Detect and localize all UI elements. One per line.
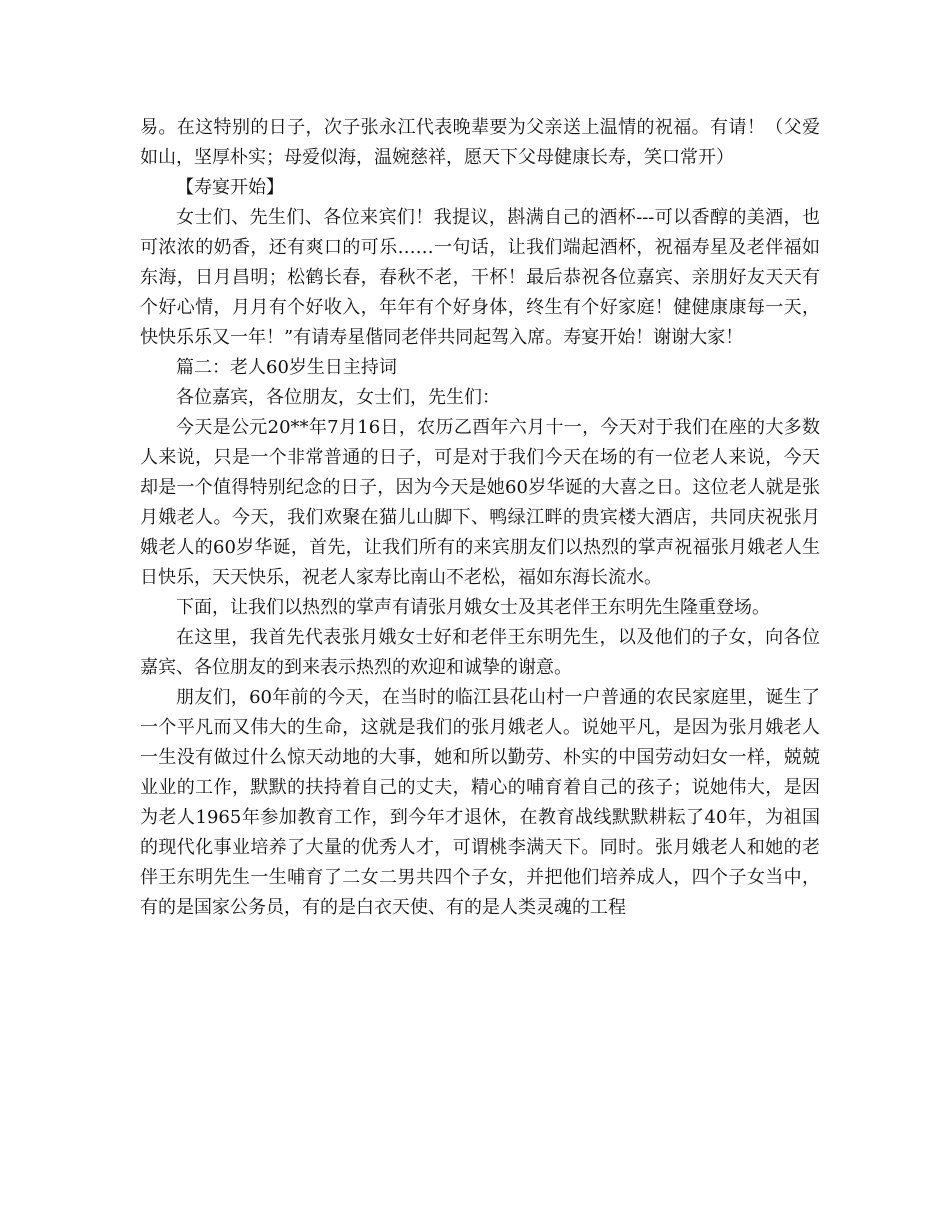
paragraph: 下面，让我们以热烈的掌声有请张月娥女士及其老伴王东明先生隆重登场。 xyxy=(176,597,770,618)
paragraph: 今天是公元20**年7月16日，农历乙酉年六月十一，今天对于我们在座的大多数人来说，只是一个非常普通的日子，可是对于我们今天在场的有一位老人来说，今天却是一个值得特别纪念的日子，因为今天是她60岁华诞的大喜之日。这位老人就是张月娥老人。今天，我们欢聚在猫儿山脚下、鸭绿江畔的贵宾楼大酒店，共同庆祝张月娥老人的60岁华诞，首先，让我们所有的来宾朋友们以热烈的掌声祝福张月娥老人生日快乐，天天快乐，祝老人家寿比南山不老松，福如东海长流水。 xyxy=(140,417,820,588)
section-heading: 【寿宴开始】 xyxy=(176,177,284,198)
salutation: 各位嘉宾，各位朋友，女士们，先生们： xyxy=(176,387,500,408)
paragraph: 朋友们，60年前的今天，在当时的临江县花山村一户普通的农民家庭里，诞生了一个平凡而又伟大的生命，这就是我们的张月娥老人。说她平凡，是因为张月娥老人一生没有做过什么惊天动地的大事，她和所以勤劳、朴实的中国劳动妇女一样，兢兢业业的工作，默默的扶持着自己的丈夫，精心的哺育着自己的孩子；说她伟大，是因为老人1965年参加教育工作，到今年才退休，在教育战线默默耕耘了40年，为祖国的现代化事业培养了大量的优秀人才，可谓桃李满天下。同时。张月娥老人和她的老伴王东明先生一生哺育了二女二男共四个子女，并把他们培养成人，四个子女当中，有的是国家公务员，有的是白衣天使、有的是人类灵魂的工程 xyxy=(140,687,820,918)
section-title: 篇二：老人60岁生日主持词 xyxy=(176,357,397,378)
document-page xyxy=(140,113,820,923)
paragraph: 在这里，我首先代表张月娥女士好和老伴王东明先生，以及他们的子女，向各位嘉宾、各位朋友的到来表示热烈的欢迎和诚挚的谢意。 xyxy=(140,627,820,678)
paragraph: 易。在这特别的日子，次子张永江代表晚辈要为父亲送上温情的祝福。有请！（父爱如山，坚厚朴实；母爱似海，温婉慈祥，愿天下父母健康长寿，笑口常开） xyxy=(140,117,820,168)
paragraph: 女士们、先生们、各位来宾们！我提议，斟满自己的酒杯---可以香醇的美酒，也可浓浓的奶香，还有爽口的可乐……一句话，让我们端起酒杯，祝福寿星及老伴福如东海，日月昌明；松鹤长春，春秋不老，干杯！最后恭祝各位嘉宾、亲朋好友天天有个好心情，月月有个好收入，年年有个好身体，终生有个好家庭！健健康康每一天，快快乐乐又一年！”有请寿星偕同老伴共同起驾入席。寿宴开始！谢谢大家！ xyxy=(140,207,820,348)
